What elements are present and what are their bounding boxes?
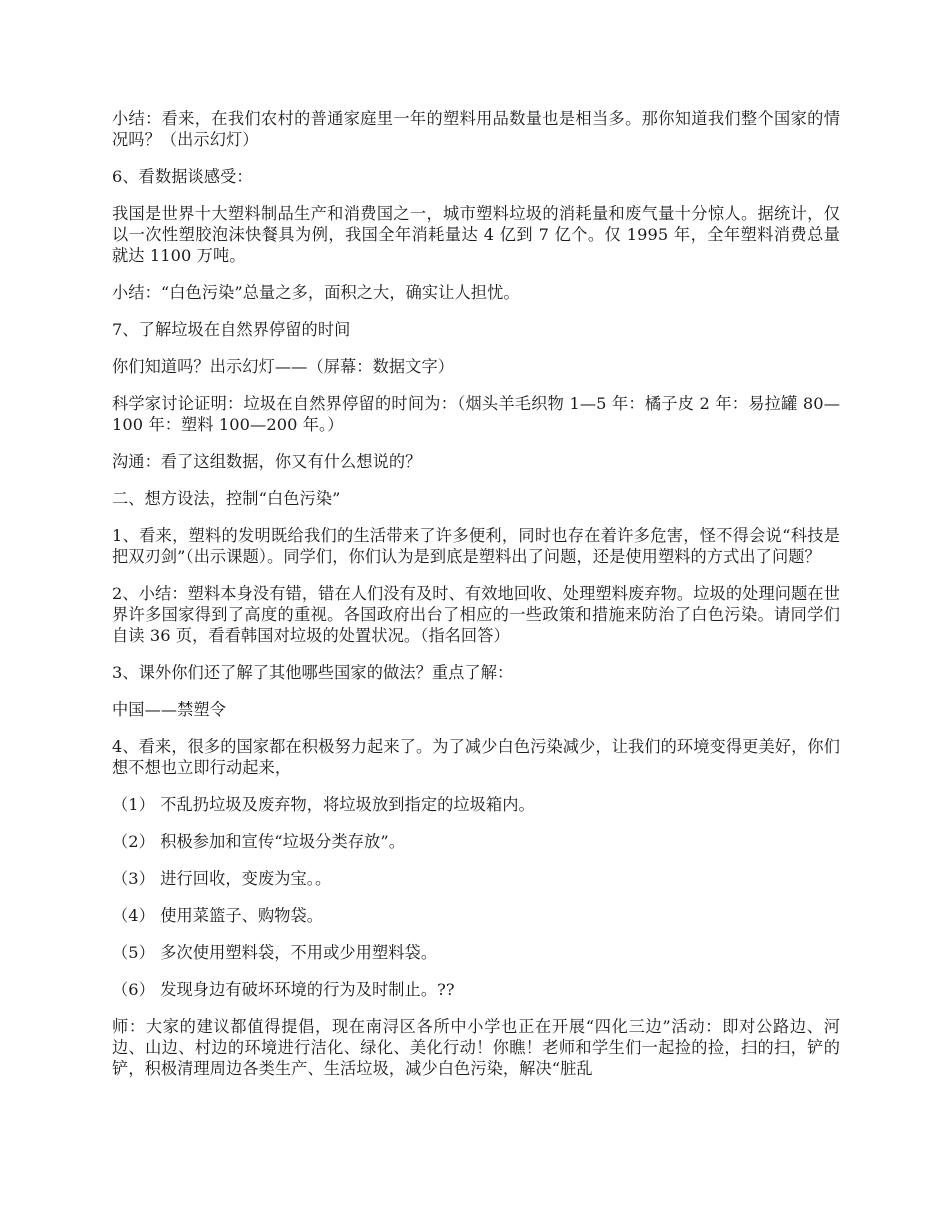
paragraph-data: 我国是世界十大塑料制品生产和消费国之一，城市塑料垃圾的消耗量和废气量十分惊人。据统计，仅以一次性塑胶泡沫快餐具为例，我国全年消耗量达 4 亿到 7 亿个。仅 1995 年，全年塑料消费总量就达 1100 万吨。 xyxy=(112,204,840,265)
paragraph-china: 中国——禁塑令 xyxy=(112,700,227,719)
document-page xyxy=(112,108,840,1095)
paragraph-heading-6: 6、看数据谈感受： xyxy=(112,167,253,186)
paragraph-slide: 你们知道吗？出示幻灯——（屏幕：数据文字） xyxy=(112,357,455,376)
paragraph-item-1: 1、看来，塑料的发明既给我们的生活带来了许多便利，同时也存在着许多危害，怪不得会说“科技是把双刃剑”（出示课题）。同学们，你们认为是到底是塑料出了问题，还是使用塑料的方式出了问题？ xyxy=(112,526,840,566)
paragraph-teacher: 师：大家的建议都值得提倡，现在南浔区各所中小学也正在开展“四化三边”活动：即对公路边、河边、山边、村边的环境进行洁化、绿化、美化行动！你瞧！老师和学生们一起捡的捡，扫的扫，铲的铲，积极清理周边各类生产、生活垃圾，减少白色污染，解决“脏乱 xyxy=(112,1017,840,1078)
list-item-6: （6） 发现身边有破坏环境的行为及时制止。?? xyxy=(112,980,455,999)
paragraph-item-4: 4、看来，很多的国家都在积极努力起来了。为了减少白色污染减少，让我们的环境变得更美好，你们想不想也立即行动起来， xyxy=(112,737,840,777)
paragraph-summary-1: 小结：看来，在我们农村的普通家庭里一年的塑料用品数量也是相当多。那你知道我们整个国家的情况吗？（出示幻灯） xyxy=(112,109,840,149)
list-item-3: （3） 进行回收，变废为宝。。 xyxy=(112,869,332,888)
list-item-1: （1） 不乱扔垃圾及废弃物，将垃圾放到指定的垃圾箱内。 xyxy=(112,795,535,814)
list-item-5: （5） 多次使用塑料袋，不用或少用塑料袋。 xyxy=(112,943,438,962)
paragraph-summary-2: 小结：“白色污染”总量之多，面积之大，确实让人担忧。 xyxy=(112,283,520,302)
list-item-2: （2） 积极参加和宣传“垃圾分类存放”。 xyxy=(112,832,405,851)
paragraph-scientists: 科学家讨论证明：垃圾在自然界停留的时间为：（烟头羊毛织物 1—5 年：橘子皮 2 年：易拉罐 80—100 年：塑料 100—200 年。） xyxy=(112,394,840,434)
list-item-4: （4） 使用菜篮子、购物袋。 xyxy=(112,906,324,925)
paragraph-communicate: 沟通：看了这组数据，你又有什么想说的？ xyxy=(112,452,422,471)
paragraph-item-3: 3、课外你们还了解了其他哪些国家的做法？重点了解： xyxy=(112,663,514,682)
paragraph-section-2: 二、想方设法，控制“白色污染” xyxy=(112,489,341,508)
paragraph-heading-7: 7、了解垃圾在自然界停留的时间 xyxy=(112,320,351,339)
paragraph-item-2: 2、小结：塑料本身没有错，错在人们没有及时、有效地回收、处理塑料废弃物。垃圾的处理问题在世界许多国家得到了高度的重视。各国政府出台了相应的一些政策和措施来防治了白色污染。请同学们自读 36 页，看看韩国对垃圾的处置状况。（指名回答） xyxy=(112,584,840,645)
